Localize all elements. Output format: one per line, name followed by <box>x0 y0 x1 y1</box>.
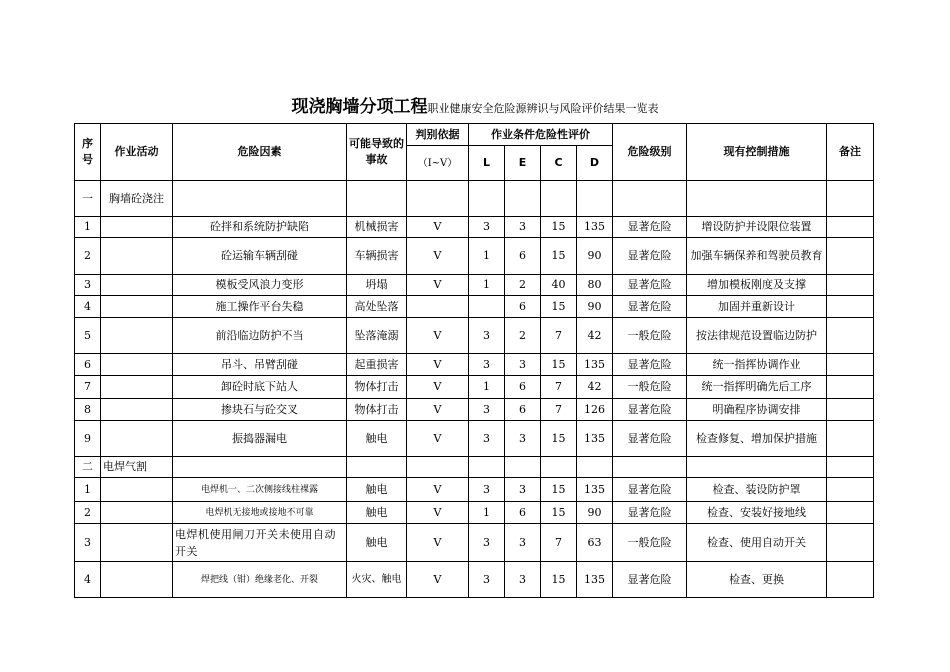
cell-remarks <box>827 478 874 502</box>
cell-D: 135 <box>577 478 613 502</box>
cell-measures: 统一指挥协调作业 <box>687 354 827 376</box>
cell-C: 15 <box>541 296 577 318</box>
cell-accident: 高处坠落 <box>347 296 407 318</box>
cell-seq: 1 <box>75 217 101 238</box>
cell-level: 显著危险 <box>613 275 687 296</box>
cell-measures: 增设防护并设限位装置 <box>687 217 827 238</box>
cell-C: 7 <box>541 376 577 399</box>
cell-measures: 检查、更换 <box>687 562 827 598</box>
table-row <box>75 399 874 421</box>
cell-L: 1 <box>469 275 505 296</box>
cell-E: 6 <box>505 296 541 318</box>
cell-hazard: 模板受风浪力变形 <box>173 275 347 296</box>
cell-measures: 检查、使用自动开关 <box>687 524 827 562</box>
cell-activity <box>101 421 173 457</box>
cell-seq: 1 <box>75 478 101 502</box>
cell-level: 一般危险 <box>613 376 687 399</box>
cell-measures: 增加模板刚度及支撑 <box>687 275 827 296</box>
cell-remarks <box>827 318 874 354</box>
cell-level: 一般危险 <box>613 318 687 354</box>
cell-measures: 加固并重新设计 <box>687 296 827 318</box>
cell-C: 7 <box>541 524 577 562</box>
cell-E: 3 <box>505 524 541 562</box>
cell-L: 3 <box>469 217 505 238</box>
section-seq: 一 <box>75 181 101 217</box>
cell-E: 6 <box>505 399 541 421</box>
header-seq: 序号 <box>75 124 101 181</box>
cell-basis: V <box>407 275 469 296</box>
cell-seq: 6 <box>75 354 101 376</box>
cell-hazard: 砼运输车辆刮碰 <box>173 238 347 275</box>
cell-accident: 触电 <box>347 502 407 524</box>
cell-activity <box>101 562 173 598</box>
cell-accident: 触电 <box>347 524 407 562</box>
cell-level: 显著危险 <box>613 296 687 318</box>
cell-level: 显著危险 <box>613 421 687 457</box>
cell-hazard: 焊把线（钳）绝缘老化、开裂 <box>173 562 347 598</box>
cell-activity <box>101 524 173 562</box>
cell-activity <box>101 318 173 354</box>
cell-remarks <box>827 376 874 399</box>
cell-seq: 2 <box>75 502 101 524</box>
header-row-1 <box>75 124 874 146</box>
cell-D: 42 <box>577 376 613 399</box>
cell-C: 15 <box>541 238 577 275</box>
cell-accident: 车辆损害 <box>347 238 407 275</box>
cell-C: 7 <box>541 318 577 354</box>
cell-level: 一般危险 <box>613 524 687 562</box>
header-measures: 现有控制措施 <box>687 124 827 181</box>
cell-seq: 3 <box>75 275 101 296</box>
cell-C: 15 <box>541 217 577 238</box>
table-row <box>75 376 874 399</box>
cell-C: 15 <box>541 478 577 502</box>
section-activity: 胸墙砼浇注 <box>101 181 173 217</box>
header-accident: 可能导致的事故 <box>347 124 407 181</box>
cell-remarks <box>827 238 874 275</box>
header-D: D <box>577 146 613 181</box>
cell-hazard: 电焊机一、二次侧接线柱裸露 <box>173 478 347 502</box>
cell-remarks <box>827 275 874 296</box>
cell-level: 显著危险 <box>613 399 687 421</box>
cell-seq: 4 <box>75 562 101 598</box>
cell-activity <box>101 238 173 275</box>
cell-activity <box>101 376 173 399</box>
cell-accident: 触电 <box>347 478 407 502</box>
cell-level: 显著危险 <box>613 217 687 238</box>
cell-basis: V <box>407 562 469 598</box>
header-C: C <box>541 146 577 181</box>
cell-D: 90 <box>577 296 613 318</box>
cell-measures: 检查、安装好接地线 <box>687 502 827 524</box>
cell-seq: 3 <box>75 524 101 562</box>
cell-remarks <box>827 562 874 598</box>
section-activity: 电焊气割 <box>101 457 173 478</box>
cell-L: 1 <box>469 376 505 399</box>
title-main: 现浇胸墙分项工程 <box>291 97 428 117</box>
cell-accident: 坍塌 <box>347 275 407 296</box>
cell-accident: 火灾、触电 <box>347 562 407 598</box>
cell-seq: 7 <box>75 376 101 399</box>
cell-D: 42 <box>577 318 613 354</box>
cell-D: 135 <box>577 354 613 376</box>
table-row <box>75 275 874 296</box>
cell-C: 40 <box>541 275 577 296</box>
cell-basis: V <box>407 524 469 562</box>
cell-C: 15 <box>541 354 577 376</box>
cell-E: 3 <box>505 478 541 502</box>
cell-seq: 2 <box>75 238 101 275</box>
cell-level: 显著危险 <box>613 502 687 524</box>
cell-remarks <box>827 296 874 318</box>
header-basis: 判别依据 <box>407 124 469 146</box>
cell-E: 3 <box>505 421 541 457</box>
cell-seq: 8 <box>75 399 101 421</box>
cell-basis: V <box>407 478 469 502</box>
cell-C: 15 <box>541 562 577 598</box>
cell-D: 135 <box>577 421 613 457</box>
header-remarks: 备注 <box>827 124 874 181</box>
cell-activity <box>101 354 173 376</box>
cell-activity <box>101 275 173 296</box>
cell-basis: V <box>407 354 469 376</box>
cell-D: 90 <box>577 238 613 275</box>
cell-seq: 9 <box>75 421 101 457</box>
cell-E: 3 <box>505 562 541 598</box>
cell-remarks <box>827 502 874 524</box>
cell-L: 3 <box>469 562 505 598</box>
table-row <box>75 524 874 562</box>
table-row <box>75 217 874 238</box>
cell-remarks <box>827 524 874 562</box>
cell-hazard: 掺块石与砼交叉 <box>173 399 347 421</box>
cell-D: 80 <box>577 275 613 296</box>
table-row <box>75 562 874 598</box>
cell-accident: 触电 <box>347 421 407 457</box>
cell-L <box>469 296 505 318</box>
cell-remarks <box>827 399 874 421</box>
cell-seq: 5 <box>75 318 101 354</box>
cell-D: 135 <box>577 217 613 238</box>
header-hazard: 危险因素 <box>173 124 347 181</box>
cell-hazard: 卸砼时底下站人 <box>173 376 347 399</box>
cell-E: 2 <box>505 318 541 354</box>
cell-D: 135 <box>577 562 613 598</box>
cell-E: 6 <box>505 502 541 524</box>
cell-C: 15 <box>541 502 577 524</box>
section-seq: 二 <box>75 457 101 478</box>
cell-hazard: 前沿临边防护不当 <box>173 318 347 354</box>
cell-basis: V <box>407 399 469 421</box>
cell-measures: 检查、装设防护罩 <box>687 478 827 502</box>
cell-activity <box>101 399 173 421</box>
cell-hazard: 施工操作平台失稳 <box>173 296 347 318</box>
cell-basis: V <box>407 238 469 275</box>
cell-activity <box>101 217 173 238</box>
cell-basis: V <box>407 421 469 457</box>
cell-remarks <box>827 354 874 376</box>
cell-E: 6 <box>505 238 541 275</box>
cell-basis: V <box>407 318 469 354</box>
cell-measures: 明确程序协调安排 <box>687 399 827 421</box>
table-row <box>75 502 874 524</box>
cell-basis: V <box>407 502 469 524</box>
cell-remarks <box>827 421 874 457</box>
cell-accident: 物体打击 <box>347 376 407 399</box>
header-L: L <box>469 146 505 181</box>
cell-D: 126 <box>577 399 613 421</box>
cell-level: 显著危险 <box>613 562 687 598</box>
cell-E: 6 <box>505 376 541 399</box>
hazard-table <box>74 123 874 598</box>
table-row <box>75 354 874 376</box>
header-level: 危险级别 <box>613 124 687 181</box>
cell-activity <box>101 502 173 524</box>
header-eval: 作业条件危险性评价 <box>469 124 613 146</box>
cell-seq: 4 <box>75 296 101 318</box>
cell-level: 显著危险 <box>613 478 687 502</box>
cell-measures: 按法律规范设置临边防护 <box>687 318 827 354</box>
cell-level: 显著危险 <box>613 238 687 275</box>
title-sub: 职业健康安全危险源辨识与风险评价结果一览表 <box>427 102 659 115</box>
cell-activity <box>101 478 173 502</box>
cell-L: 3 <box>469 524 505 562</box>
cell-L: 3 <box>469 421 505 457</box>
table-row <box>75 478 874 502</box>
header-basis-range: （Ⅰ~Ⅴ） <box>407 146 469 181</box>
cell-L: 3 <box>469 354 505 376</box>
table-row <box>75 318 874 354</box>
cell-accident: 机械损害 <box>347 217 407 238</box>
table-row <box>75 238 874 275</box>
cell-hazard: 电焊机使用闸刀开关未使用自动开关 <box>173 524 347 562</box>
cell-E: 3 <box>505 217 541 238</box>
cell-C: 7 <box>541 399 577 421</box>
header-activity: 作业活动 <box>101 124 173 181</box>
cell-E: 2 <box>505 275 541 296</box>
cell-measures: 检查修复、增加保护措施 <box>687 421 827 457</box>
table-row <box>75 296 874 318</box>
cell-basis <box>407 296 469 318</box>
cell-accident: 起重损害 <box>347 354 407 376</box>
cell-basis: V <box>407 376 469 399</box>
section-row <box>75 181 874 217</box>
cell-activity <box>101 296 173 318</box>
cell-L: 3 <box>469 478 505 502</box>
cell-D: 90 <box>577 502 613 524</box>
header-E: E <box>505 146 541 181</box>
cell-accident: 物体打击 <box>347 399 407 421</box>
cell-level: 显著危险 <box>613 354 687 376</box>
cell-L: 3 <box>469 399 505 421</box>
cell-E: 3 <box>505 354 541 376</box>
cell-hazard: 振捣器漏电 <box>173 421 347 457</box>
section-row <box>75 457 874 478</box>
cell-D: 63 <box>577 524 613 562</box>
table-row <box>75 421 874 457</box>
cell-accident: 坠落淹溺 <box>347 318 407 354</box>
cell-hazard: 砼拌和系统防护缺陷 <box>173 217 347 238</box>
cell-basis: V <box>407 217 469 238</box>
cell-L: 1 <box>469 502 505 524</box>
document-title <box>0 96 950 120</box>
cell-L: 1 <box>469 238 505 275</box>
cell-remarks <box>827 217 874 238</box>
cell-hazard: 电焊机无接地或接地不可靠 <box>173 502 347 524</box>
cell-measures: 统一指挥明确先后工序 <box>687 376 827 399</box>
cell-hazard: 吊斗、吊臂刮碰 <box>173 354 347 376</box>
cell-measures: 加强车辆保养和驾驶员教育 <box>687 238 827 275</box>
cell-L: 3 <box>469 318 505 354</box>
cell-C: 15 <box>541 421 577 457</box>
